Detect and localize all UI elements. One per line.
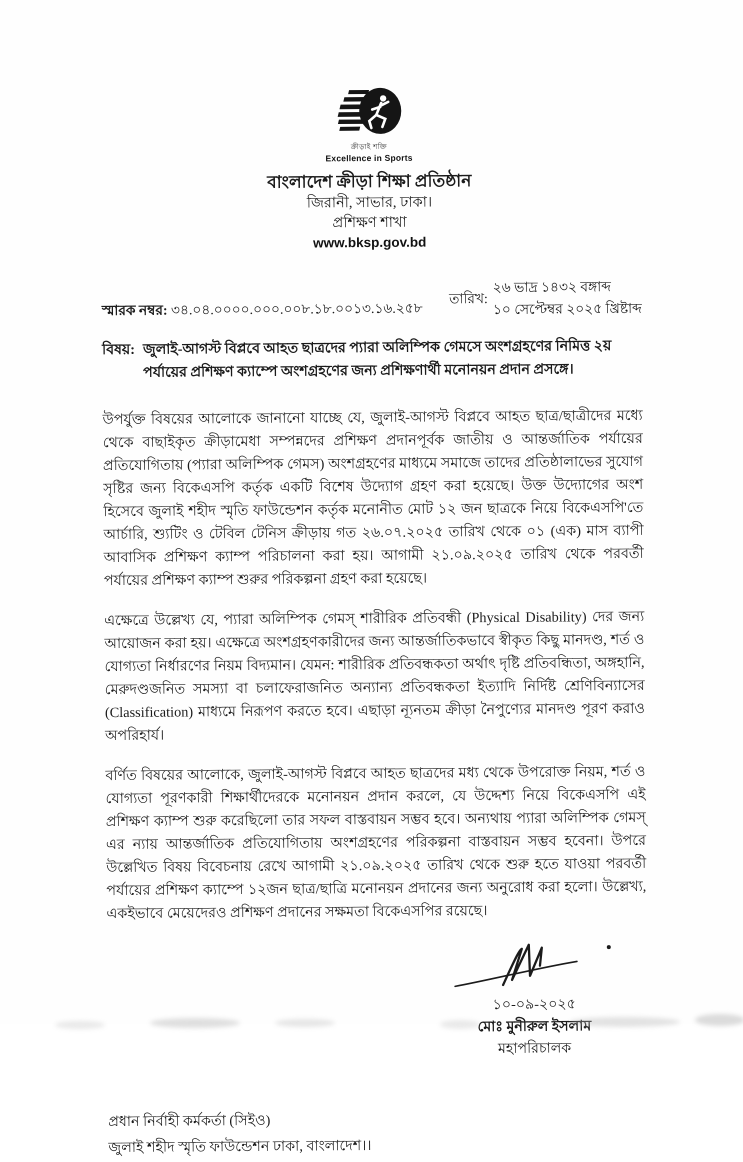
signature-block <box>439 939 630 1060</box>
body-paragraph-3: বর্ণিত বিষয়ের আলোকে, জুলাই-আগস্ট বিপ্লবে আহত ছাত্রদের মধ্য থেকে উপরোক্ত নিয়ম, শর্ত ও যোগ্যতা পূরণকারী শিক্ষার্থীদেরকে মনোনয়ন প্রদান করলে, যে উদ্দেশ্য নিয়ে বিকেএসপি এই প্রশিক্ষণ ক্যাম্প শুরু করেছিলো তার সফল বাস্তবায়ন সম্ভব হবে। অন্যথায় প্যারা অলিম্পিক গেমস্ এর ন্যায় আন্তর্জাতিক প্রতিযোগিতায় অংশগ্রহণের পরিকল্পনা বাস্তবায়ন সম্ভব হবেনা। উপরে উল্লেখিত বিষয় বিবেচনায় রেখে আগামী ২১.০৯.২০২৫ তারিখ থেকে শুরু হতে যাওয়া পরবর্তী পর্যায়ের প্রশিক্ষণ ক্যাম্পে ১২জন ছাত্র/ছাত্রি মনোনয়ন প্রদানের জন্য অনুরোধ করা হলো। উল্লেখ্য, একইভাবে মেয়েদেরও প্রশিক্ষণ প্রদানের সক্ষমতা বিকেএসপির রয়েছে। <box>105 763 647 922</box>
logo-motto-english: Excellence in Sports <box>325 152 413 164</box>
signatory-name: মোঃ মুনীরুল ইসলাম <box>477 1018 592 1036</box>
scan-smudge <box>695 1014 743 1026</box>
date-bangla-calendar: ২৬ ভাদ্র ১৪৩২ বঙ্গাব্দ <box>492 279 611 296</box>
signature-date: ১০-০৯-২০২৫ <box>492 996 576 1013</box>
scan-smudge <box>55 1021 105 1029</box>
organization-name: বাংলাদেশ ক্রীড়া শিক্ষা প্রতিষ্ঠান <box>267 170 472 192</box>
letterhead <box>0 83 741 255</box>
branch-name: প্রশিক্ষণ শাখা <box>332 214 407 232</box>
memo-number-value: ৩৪.০৪.০০০০.০০০.০০৮.১৮.০০১৩.১৬.২৫৮ <box>170 300 423 318</box>
date-values <box>493 276 642 320</box>
memo-date-row <box>0 275 742 324</box>
scan-smudge <box>275 1019 335 1027</box>
signatory-designation: মহাপরিচালক <box>497 1040 572 1057</box>
memo-number-line <box>102 296 423 323</box>
letter-body <box>0 404 743 927</box>
scan-smudge <box>150 1018 240 1028</box>
addressee-block <box>5 1104 743 1162</box>
scan-smudge <box>570 1017 680 1027</box>
body-paragraph-1: উপর্যুক্ত বিষয়ের আলোকে জানানো যাচ্ছে যে, জুলাই-আগস্ট বিপ্লবে আহত ছাত্র/ছাত্রীদের মধ্যে থেকে বাছাইকৃত ক্রীড়ামেধা সম্পন্নদের প্রশিক্ষণ প্রদানপূর্বক জাতীয় ও আন্তর্জাতিক পর্যায়ের প্রতিযোগিতায় (প্যারা অলিম্পিক গেমস) অংশগ্রহণের মাধ্যমে সমাজে তাদের প্রতিষ্ঠালাভের সুযোগ সৃষ্টির জন্য বিকেএসপি কর্তৃক একটি বিশেষ উদ্যোগ গ্রহণ করা হয়েছে। উক্ত উদ্যোগের অংশ হিসেবে জুলাই শহীদ স্মৃতি ফাউন্ডেশন কর্তৃক মনোনীত মোট ১২ জন ছাত্রকে নিয়ে বিকেএসপি'তে আর্চারি, শ্যুটিং ও টেবিল টেনিস ক্রীড়ায় গত ২৬.০৭.২০২৫ তারিখ থেকে ০১ (এক) মাস ব্যাপী আবাসিক প্রশিক্ষণ ক্যাম্প পরিচালনা করা হয়। আগামী ২১.০৯.২০২৫ তারিখ থেকে পরবর্তী পর্যায়ের প্রশিক্ষণ ক্যাম্প শুরুর পরিকল্পনা গ্রহণ করা হয়েছে। <box>102 407 644 589</box>
organization-address: জিরানী, সাভার, ঢাকা। <box>306 194 433 212</box>
bksp-runner-logo-icon <box>330 86 408 143</box>
handwritten-signature-icon <box>449 939 619 992</box>
date-gregorian-calendar: ১০ সেপ্টেম্বর ২০২৫ খ্রিষ্টাব্দ <box>492 300 642 317</box>
date-label: তারিখ: <box>448 290 488 306</box>
scan-smudge <box>440 1020 480 1029</box>
memo-number-label: স্মারক নম্বর: <box>101 302 168 318</box>
subject-label: বিষয়: <box>102 341 136 358</box>
addressee-designation: প্রধান নির্বাহী কর্মকর্তা (সিইও) <box>108 1112 271 1130</box>
subject-text: জুলাই-আগস্ট বিপ্লবে আহত ছাত্রদের প্যারা অলিম্পিক গেমসে অংশগ্রহণের নিমিত্ত ২য় পর্যায়ের প্রশিক্ষণ ক্যাম্পে অংশগ্রহণের জন্য প্রশিক্ষণার্থী মনোনয়ন প্রদান প্রসঙ্গে। <box>142 337 612 381</box>
date-block <box>449 276 642 320</box>
website-url: www.bksp.gov.bd <box>313 234 427 251</box>
subject-row <box>0 334 742 386</box>
body-paragraph-2: এক্ষেত্রে উল্লেখ্য যে, প্যারা অলিম্পিক গেমস্ শারীরিক প্রতিবন্ধী (Physical Disability) দের জন্য আয়োজন করা হয়। এক্ষেত্রে অংশগ্রহণকারীদের জন্য আন্তর্জাতিকভাবে স্বীকৃত কিছু মানদণ্ড, শর্ত ও যোগ্যতা নির্ধারণের নিয়ম বিদ্যমান। যেমন: শারীরিক প্রতিবন্ধকতা অর্থাৎ দৃষ্টি প্রতিবন্ধিতা, অঙ্গহানি, মেরুদণ্ডজনিত সমস্যা বা চলাফেরাজনিত অন্যান্য প্রতিবন্ধকতা ইত্যাদি নির্দিষ্ট শ্রেণিবিন্যাসের (Classification) মাধ্যমে নিরূপণ করতে হবে। এছাড়া ন্যূনতম ক্রীড়া নৈপুণ্যের মানদণ্ড পূরণ করাও অপরিহার্য। <box>104 608 645 744</box>
addressee-organization: জুলাই শহীদ স্মৃতি ফাউন্ডেশন ঢাকা, বাংলাদেশ।। <box>108 1137 372 1156</box>
bksp-logo <box>325 86 413 164</box>
logo-motto-bangla: ক্রীড়াই শক্তি <box>350 142 388 152</box>
